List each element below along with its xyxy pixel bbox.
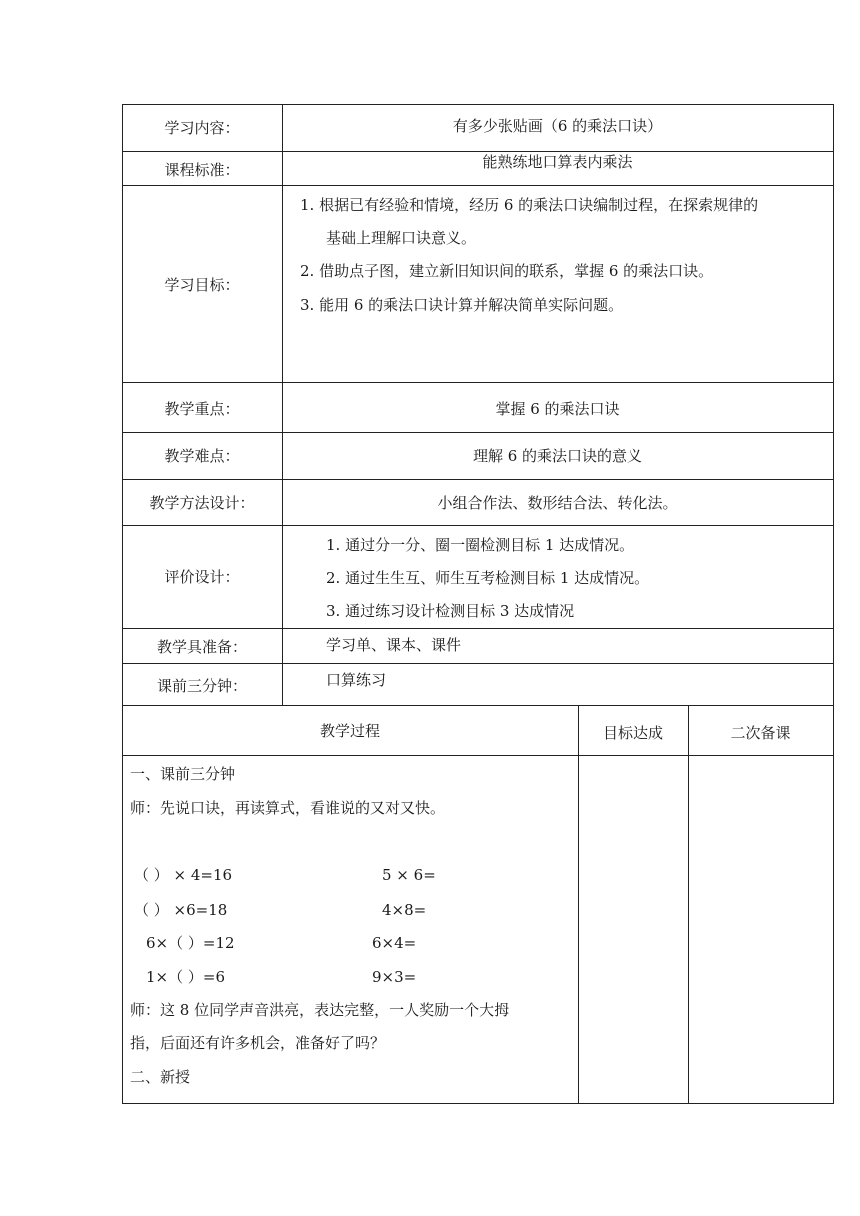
row-divider	[122, 705, 834, 706]
materials-label: 教学具准备：	[156, 638, 247, 656]
evaluation-label: 评价设计：	[164, 568, 240, 586]
row-divider	[122, 479, 834, 480]
table-border-top	[122, 104, 834, 105]
standard-label: 课程标准：	[164, 161, 240, 179]
evaluation-item-2: 2. 通过生生互、师生互考检测目标 1 达成情况。	[326, 569, 650, 587]
target-header: 目标达成	[602, 724, 663, 742]
row-divider	[122, 382, 834, 383]
row-divider	[122, 628, 834, 629]
teacher-praise-line-1: 师：这 8 位同学声音洪亮，表达完整，一人奖励一个大拇	[130, 1001, 510, 1019]
section-new-lesson-heading: 二、新授	[130, 1068, 191, 1086]
difficulty-value: 理解 6 的乘法口诀的意义	[472, 447, 643, 465]
exercise-right-2: 4×8=	[382, 901, 427, 919]
exercise-left-3: 6×（ ）=12	[146, 934, 235, 952]
table-border-left	[122, 104, 123, 1104]
objectives-label: 学习目标：	[164, 276, 240, 294]
exercise-left-4: 1×（ ）=6	[146, 968, 225, 986]
method-value: 小组合作法、数形结合法、转化法。	[437, 494, 678, 512]
process-header: 教学过程	[319, 722, 380, 740]
row-divider	[122, 185, 834, 186]
process-column-divider	[578, 705, 579, 1104]
exercise-left-1: （ ） × 4=16	[134, 866, 233, 884]
key-point-label: 教学重点：	[164, 400, 240, 418]
objective-item-3: 3. 能用 6 的乘法口诀计算并解决简单实际问题。	[300, 296, 624, 314]
content-label: 学习内容：	[164, 119, 240, 137]
row-divider	[122, 525, 834, 526]
row-divider	[122, 755, 834, 756]
difficulty-label: 教学难点：	[164, 447, 240, 465]
exercise-right-3: 6×4=	[372, 934, 417, 952]
second-prep-header: 二次备课	[730, 724, 791, 742]
table-border-right	[833, 104, 834, 1104]
exercise-right-1: 5 × 6=	[382, 866, 436, 884]
target-column-divider	[688, 705, 689, 1104]
standard-value: 能熟练地口算表内乘法	[482, 153, 633, 171]
objective-item-1-cont: 基础上理解口诀意义。	[326, 229, 477, 247]
teacher-praise-line-2: 指，后面还有许多机会，准备好了吗？	[130, 1034, 386, 1052]
warmup-value: 口算练习	[326, 671, 387, 689]
materials-value: 学习单、课本、课件	[326, 636, 462, 654]
objective-item-1: 1. 根据已有经验和情境，经历 6 的乘法口诀编制过程，在探索规律的	[300, 196, 759, 214]
warmup-label: 课前三分钟：	[156, 677, 247, 695]
objective-item-2: 2. 借助点子图，建立新旧知识间的联系，掌握 6 的乘法口诀。	[300, 262, 714, 280]
evaluation-item-1: 1. 通过分一分、圈一圈检测目标 1 达成情况。	[326, 536, 635, 554]
row-divider	[122, 663, 834, 664]
teacher-intro: 师：先说口诀，再读算式，看谁说的又对又快。	[130, 799, 446, 817]
section-warmup-heading: 一、课前三分钟	[130, 765, 236, 783]
content-value: 有多少张贴画（6 的乘法口诀）	[452, 117, 663, 135]
key-point-value: 掌握 6 的乘法口诀	[495, 400, 620, 418]
exercise-left-2: （ ） ×6=18	[134, 901, 228, 919]
method-label: 教学方法设计：	[149, 494, 255, 512]
row-divider	[122, 432, 834, 433]
table-border-bottom	[122, 1103, 834, 1104]
exercise-right-4: 9×3=	[372, 968, 417, 986]
evaluation-item-3: 3. 通过练习设计检测目标 3 达成情况	[326, 602, 575, 620]
lesson-plan-table	[122, 104, 834, 1104]
